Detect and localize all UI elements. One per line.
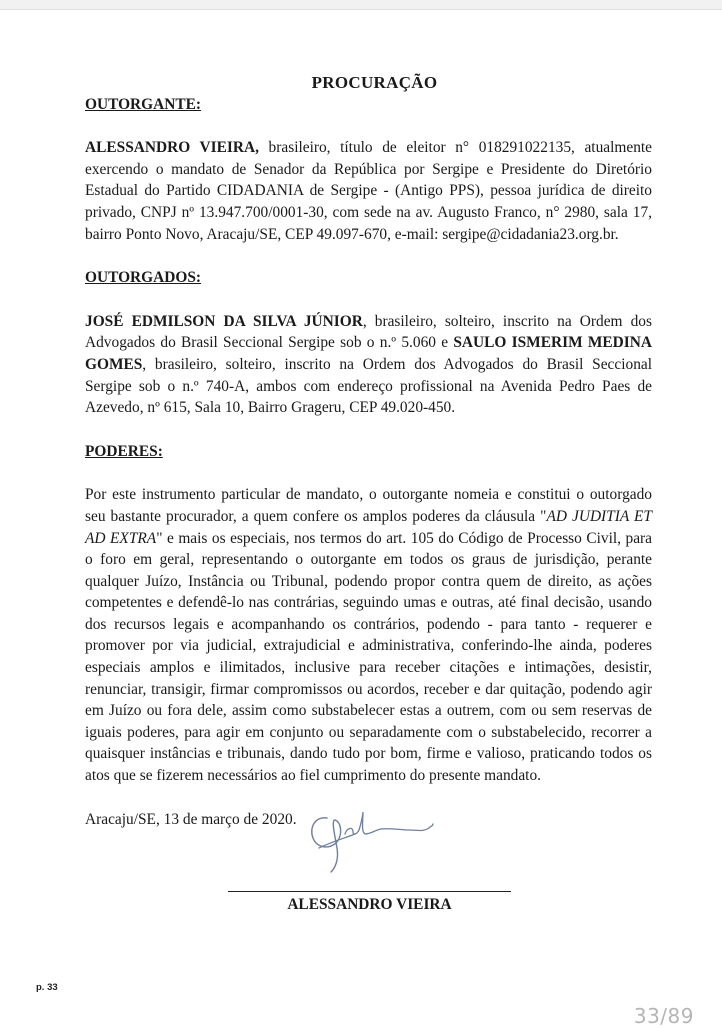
outorgante-name: ALESSANDRO VIEIRA, [85, 139, 259, 157]
outorgante-paragraph: ALESSANDRO VIEIRA, brasileiro, título de eleitor n° 018291022135, atualmente exercendo o mandato de Senador da República por Sergipe e Presidente do Diretório Estadual do Partido CIDADANIA de Sergipe - (Antigo PPS), pessoa jurídica de direito privado, CNPJ nº 13.947.700/0001-30, com sede na av. Augusto Franco, n° 2980, sala 17, bairro Ponto Novo, Aracaju/SE, CEP 49.097-670, e-mail: sergipe@cidadania23.org.br. [85, 139, 652, 243]
page-counter: 33/89 [633, 1004, 694, 1028]
poderes-paragraph: Por este instrumento particular de mandato, o outorgante nomeia e constitui o outorgado seu bastante procurador, a quem confere os amplos poderes da cláusula "AD JUDITIA ET AD EXTRA" e mais os especiais, nos termos do art. 105 do Código de Processo Civil, para o foro em geral, representando o outorgante em todos os graus de jurisdição, perante qualquer Juízo, Instância ou Tribunal, podendo propor contra quem de direito, as ações competentes e defendê-lo nas contrárias, seguindo umas e outras, até final decisão, usando dos recursos legais e acompanhando os contrários, podendo - para tanto - requerer e promover por via judicial, extrajudicial e administrativa, conferindo-lhe ainda, poderes especiais amplos e ilimitados, inclusive para receber citações e intimações, desistir, renunciar, transigir, firmar compromissos ou acordos, receber e dar quitação, podendo agir em Juízo ou fora dele, assim como substabelecer estas a outrem, com ou sem reservas de iguais poderes, para agir em conjunto ou separadamente com o substabelecido, recorrer a quaisquer instâncias e tribunais, dando tudo por bom, firme e valioso, praticando todos os atos que se fizerem necessários ao fiel cumprimento do presente mandato. [85, 486, 652, 785]
outorgante-heading: OUTORGANTE: [85, 95, 202, 113]
handwritten-signature-icon [305, 808, 445, 874]
date-line: Aracaju/SE, 13 de março de 2020. [85, 810, 297, 828]
signatory-name: ALESSANDRO VIEIRA [287, 896, 452, 913]
outorgados-heading: OUTORGADOS: [85, 269, 202, 287]
document-page [85, 72, 652, 830]
outorgado-name-1: JOSÉ EDMILSON DA SILVA JÚNIOR [85, 312, 363, 330]
viewer-top-bar [0, 0, 722, 10]
poderes-heading: PODERES: [85, 442, 163, 460]
outorgados-paragraph: JOSÉ EDMILSON DA SILVA JÚNIOR, brasileiro, solteiro, inscrito na Ordem dos Advogados do Brasil Seccional Sergipe sob o n.º 5.060 e SAULO ISMERIM MEDINA GOMES, brasileiro, solteiro, inscrito na Ordem dos Advogados do Brasil Seccional Sergipe sob o n.º 740-A, ambos com endereço profissional na Avenida Pedro Paes de Azevedo, nº 615, Sala 10, Bairro Grageru, CEP 49.020-450. [85, 312, 652, 417]
outorgado-name-2: SAULO ISMERIM MEDINA GOMES [85, 334, 652, 373]
signature-line [228, 891, 511, 892]
document-title: PROCURAÇÃO [311, 73, 438, 92]
clause-ad-judicia: AD JUDITIA ET AD EXTRA [85, 507, 652, 547]
page-label: p. 33 [36, 982, 58, 993]
